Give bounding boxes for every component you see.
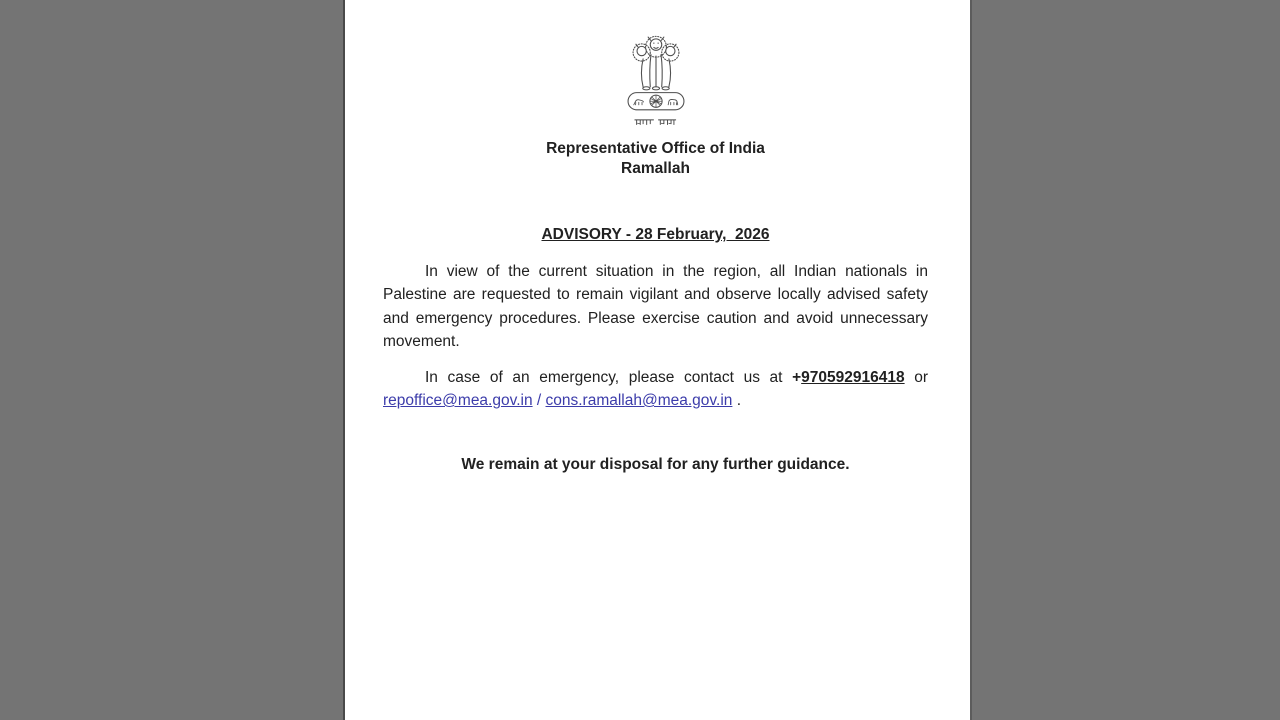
- email-link-cons-ramallah[interactable]: cons.ramallah@mea.gov.in: [545, 392, 733, 410]
- office-title-block: [383, 139, 928, 178]
- office-city: Ramallah: [621, 159, 690, 177]
- lion-capital-icon: [613, 25, 699, 133]
- advisory-paragraph-2: [383, 366, 928, 413]
- advisory-document-page: [343, 0, 972, 720]
- email-link-repoffice[interactable]: repoffice@mea.gov.in: [383, 392, 533, 410]
- email-separator: /: [532, 392, 546, 410]
- advisory-paragraph-1: In view of the current situation in the region, all Indian nationals in Palestine are requested to remain vigilant and observe locally advised safety and emergency procedures. Please exercise caution and avoid unnecessary movement.: [383, 263, 928, 351]
- or-connector-text: or: [904, 368, 928, 386]
- advisory-heading: [383, 226, 928, 244]
- phone-number-link[interactable]: 970592916418: [801, 368, 905, 386]
- phone-plus-sign: +: [792, 368, 802, 386]
- emblem-of-india: [383, 25, 928, 133]
- emblem-motto: [634, 120, 676, 125]
- closing-line: We remain at your disposal for any further guidance.: [461, 456, 850, 474]
- advisory-heading-text: ADVISORY - 28 February, 2026: [541, 226, 770, 243]
- sentence-period: .: [732, 392, 742, 410]
- office-name: Representative Office of India: [546, 140, 765, 157]
- emergency-contact-text: In case of an emergency, please contact us at: [425, 368, 793, 386]
